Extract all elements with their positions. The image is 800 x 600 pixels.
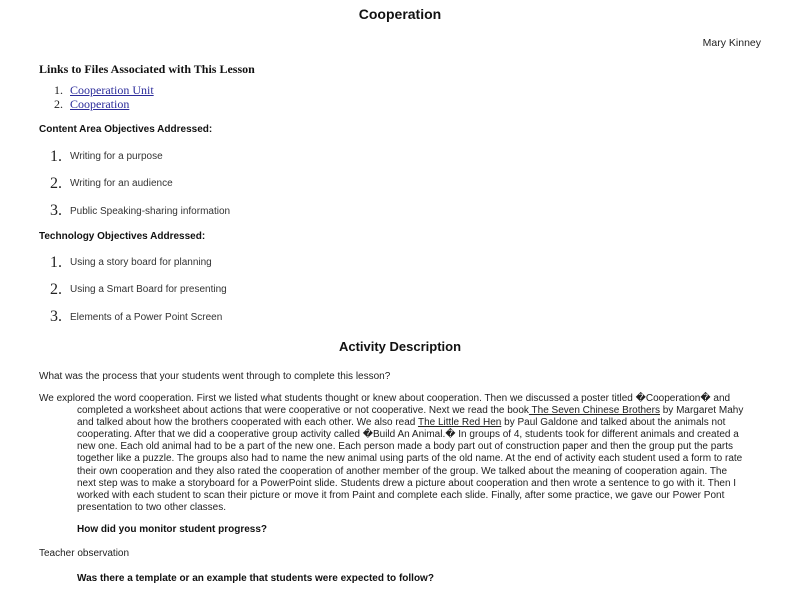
list-number: 2. — [50, 174, 62, 192]
text-span: by Margaret Mahy — [659, 405, 744, 417]
text-span: and talked about how the brothers cooperated with each other. We also read — [77, 417, 418, 429]
text-span: by Paul Galdone and talked about the animals not — [501, 417, 726, 429]
links-heading: Links to Files Associated with This Lesson — [39, 62, 255, 76]
paragraph-line: new one. Each old animal had to be a part of the new one. Each person made a body part out of construction paper and then the group put the parts — [77, 441, 733, 453]
text-span: completed a worksheet about actions that were cooperative or not cooperative. Next we read the book — [77, 405, 529, 417]
list-item — [54, 84, 154, 98]
paragraph-line: cooperating. After that we did a cooperative group activity called �Build An Animal.� In groups of 4, students took for different animals and created a — [77, 429, 739, 441]
process-question: What was the process that your students went through to complete this lesson? — [39, 371, 391, 382]
paragraph-line — [39, 405, 781, 417]
objective-text: Using a Smart Board for presenting — [70, 284, 227, 296]
list-number: 2. — [50, 280, 62, 298]
paragraph-line — [39, 417, 781, 429]
links-list — [54, 84, 154, 111]
link-cooperation-unit[interactable]: Cooperation Unit — [70, 83, 154, 97]
list-number: 1. — [50, 253, 62, 271]
list-number: 3. — [50, 202, 62, 220]
list-item — [50, 170, 230, 197]
clipped-text-line — [39, 596, 781, 600]
objective-text: Writing for an audience — [70, 178, 173, 190]
paragraph-line: presentation to two other classes. — [77, 501, 226, 513]
objective-text: Using a story board for planning — [70, 257, 212, 269]
book-title-the-little-red-hen: The Little Red Hen — [417, 417, 502, 429]
link-cooperation[interactable]: Cooperation — [70, 96, 130, 111]
content-objectives-list — [50, 143, 230, 225]
list-item — [50, 198, 230, 225]
paragraph-line: their own cooperation and they also rated the cooperation of another member of the group. We talked about the meaning of cooperation again. The — [77, 465, 728, 477]
author-name: Mary Kinney — [702, 37, 761, 49]
monitor-question: How did you monitor student progress? — [77, 524, 267, 535]
list-item — [50, 304, 227, 331]
objective-text: Writing for a purpose — [70, 151, 163, 163]
list-item — [50, 249, 227, 276]
template-question: Was there a template or an example that students were expected to follow? — [77, 573, 434, 584]
list-number: 1. — [54, 83, 63, 97]
list-number: 3. — [50, 308, 62, 326]
technology-objectives-list — [50, 249, 227, 331]
list-number: 1. — [50, 147, 62, 165]
content-objectives-heading: Content Area Objectives Addressed: — [39, 124, 213, 135]
paragraph-line: next step was to make a storyboard for a PowerPoint slide. Students drew a picture about cooperation and then wrote a sentence to go with it. Then I — [77, 477, 737, 489]
paragraph-line: We explored the word cooperation. First we listed what students thought or knew about cooperation. Then we discussed a poster titled �Cooperation� and — [39, 393, 731, 404]
list-number: 2. — [54, 96, 63, 111]
technology-objectives-heading: Technology Objectives Addressed: — [39, 231, 206, 242]
activity-description-heading: Activity Description — [338, 339, 462, 354]
book-title-the-seven-chinese-brothers: The Seven Chinese Brothers — [528, 405, 660, 417]
monitor-answer: Teacher observation — [39, 548, 130, 559]
objective-text: Elements of a Power Point Screen — [70, 311, 223, 323]
list-item — [50, 276, 227, 303]
list-item — [54, 98, 154, 112]
list-item — [50, 143, 230, 170]
paragraph-line: together like a puzzle. The groups also had to name the new animal using parts of the old name. At the end of activity each student used a form to rate — [77, 453, 743, 465]
page-title: Cooperation — [358, 6, 442, 22]
paragraph-line: worked with each student to scan their picture or move it from Paint and complete each slide. Finally, after some practice, we gave our Power Pont — [77, 489, 725, 501]
process-answer-paragraph — [39, 393, 781, 514]
objective-text: Public Speaking-sharing information — [70, 205, 231, 217]
